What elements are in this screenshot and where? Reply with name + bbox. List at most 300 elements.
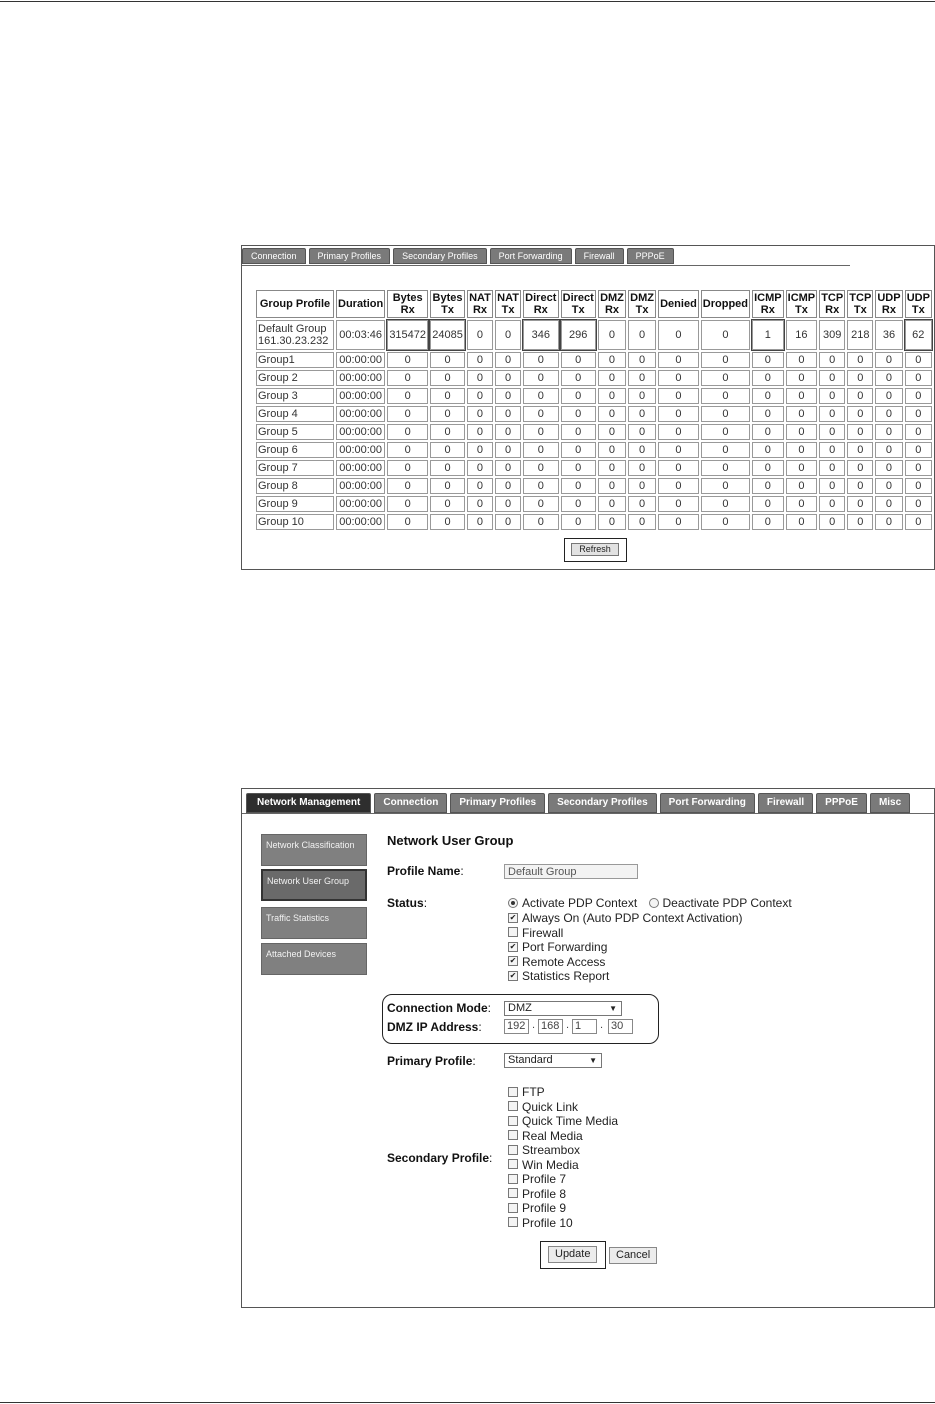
tab-pppoe[interactable]: PPPoE <box>816 793 867 813</box>
table-cell: 0 <box>598 424 626 440</box>
tab-port-forwarding[interactable]: Port Forwarding <box>660 793 755 813</box>
column-header: TCP Tx <box>847 290 873 318</box>
deactivate-pdp-label: Deactivate PDP Context <box>662 896 792 910</box>
table-cell: 0 <box>467 478 493 494</box>
table-cell: 0 <box>628 496 656 512</box>
table-cell: 0 <box>819 514 845 530</box>
table-cell: 0 <box>598 406 626 422</box>
table-cell: 0 <box>847 514 873 530</box>
secondary-profile-checkbox[interactable] <box>508 1130 518 1140</box>
column-header: TCP Rx <box>819 290 845 318</box>
table-cell: 0 <box>523 442 558 458</box>
column-header: Group Profile <box>256 290 334 318</box>
column-header: NAT Rx <box>467 290 493 318</box>
chevron-down-icon: ▼ <box>609 1004 617 1013</box>
table-cell: 0 <box>875 460 902 476</box>
table-cell: 0 <box>561 406 596 422</box>
connection-mode-label: Connection Mode: <box>387 1001 492 1015</box>
table-cell: 0 <box>905 352 932 368</box>
tab-underline <box>242 265 850 266</box>
table-cell: 0 <box>658 460 699 476</box>
profile-name-input[interactable]: Default Group <box>504 864 638 879</box>
table-cell: 0 <box>430 352 465 368</box>
deactivate-pdp-radio[interactable] <box>649 898 659 908</box>
table-cell: 0 <box>628 406 656 422</box>
table-cell: 0 <box>819 478 845 494</box>
page-top-rule <box>0 1 935 2</box>
table-cell: 309 <box>819 320 845 350</box>
column-header: Direct Tx <box>561 290 596 318</box>
table-cell: 0 <box>598 388 626 404</box>
tab-underline <box>242 813 934 814</box>
column-header: NAT Tx <box>495 290 521 318</box>
status-option-label: Firewall <box>522 925 564 940</box>
table-cell: 0 <box>701 320 750 350</box>
table-cell: 0 <box>701 478 750 494</box>
table-cell: 0 <box>752 496 784 512</box>
status-option-label: Remote Access <box>522 954 606 969</box>
table-cell: 0 <box>430 424 465 440</box>
table-cell: 0 <box>430 406 465 422</box>
secondary-profile-label: Real Media <box>522 1128 583 1143</box>
table-cell: 0 <box>905 388 932 404</box>
secondary-profile-option <box>508 1143 580 1157</box>
table-cell: 0 <box>819 352 845 368</box>
status-option-label: Always On (Auto PDP Context Activation) <box>522 911 743 925</box>
table-cell: 0 <box>752 514 784 530</box>
table-cell: 0 <box>658 478 699 494</box>
primary-profile-select[interactable] <box>504 1053 602 1068</box>
dmz-ip-octet-2[interactable]: 168 <box>538 1019 563 1034</box>
table-cell: 0 <box>786 406 818 422</box>
network-user-group-screenshot <box>241 788 935 1308</box>
table-cell: 0 <box>658 496 699 512</box>
secondary-profile-option <box>508 1158 579 1172</box>
table-cell: 00:00:00 <box>336 370 385 386</box>
table-cell: 00:00:00 <box>336 496 385 512</box>
table-cell: 0 <box>561 514 596 530</box>
table-cell: 0 <box>467 460 493 476</box>
chevron-down-icon: ▼ <box>589 1056 597 1065</box>
table-cell: 0 <box>387 352 428 368</box>
side-menu-traffic-statistics[interactable]: Traffic Statistics <box>261 907 367 939</box>
secondary-profile-checkbox[interactable] <box>508 1203 518 1213</box>
side-menu-network-classification[interactable]: Network Classification <box>261 834 367 866</box>
secondary-profile-label-text: Secondary Profile <box>387 1151 490 1165</box>
table-cell: 0 <box>628 352 656 368</box>
tab-bar <box>242 248 677 264</box>
tab-bar <box>246 793 913 813</box>
table-cell: 0 <box>847 388 873 404</box>
update-highlight-box <box>540 1241 606 1269</box>
table-cell: 0 <box>819 442 845 458</box>
secondary-profile-option <box>508 1100 578 1114</box>
table-cell: 0 <box>875 442 902 458</box>
profile-name-label-text: Profile Name <box>387 864 461 878</box>
table-cell: 0 <box>752 478 784 494</box>
table-cell: 0 <box>786 388 818 404</box>
table-cell: 0 <box>387 370 428 386</box>
table-cell: 0 <box>467 514 493 530</box>
table-cell: 0 <box>561 352 596 368</box>
status-option <box>508 926 563 940</box>
table-cell: 0 <box>598 496 626 512</box>
secondary-profile-label: Win Media <box>522 1157 579 1172</box>
table-cell: 0 <box>628 478 656 494</box>
table-cell: 0 <box>430 388 465 404</box>
table-cell: 0 <box>430 442 465 458</box>
status-checkbox[interactable]: ✔ <box>509 912 517 922</box>
table-cell: 0 <box>752 352 784 368</box>
table-cell: 0 <box>752 388 784 404</box>
table-row <box>256 442 932 458</box>
secondary-profile-checkbox[interactable] <box>508 1217 518 1227</box>
status-option <box>508 911 743 925</box>
table-cell: 0 <box>495 370 521 386</box>
table-cell: 0 <box>467 442 493 458</box>
table-cell: 0 <box>387 424 428 440</box>
table-cell: 0 <box>905 478 932 494</box>
secondary-profile-option <box>508 1114 618 1128</box>
table-cell: 0 <box>701 406 750 422</box>
table-cell: 0 <box>523 352 558 368</box>
table-cell: 00:00:00 <box>336 460 385 476</box>
column-header: Bytes Tx <box>430 290 465 318</box>
page-title: Network User Group <box>387 833 514 848</box>
group-name-cell: Group 8 <box>256 478 334 494</box>
table-cell: 0 <box>819 460 845 476</box>
table-cell: 00:00:00 <box>336 388 385 404</box>
table-cell: 0 <box>467 320 493 350</box>
table-cell: 0 <box>523 370 558 386</box>
tab-primary-profiles[interactable]: Primary Profiles <box>309 248 391 264</box>
secondary-profile-label: Streambox <box>522 1143 581 1157</box>
table-cell: 0 <box>819 496 845 512</box>
table-cell: 0 <box>786 442 818 458</box>
table-cell: 0 <box>387 514 428 530</box>
table-cell: 0 <box>786 514 818 530</box>
table-row <box>256 320 932 350</box>
table-cell: 0 <box>495 496 521 512</box>
dmz-ip-label-text: DMZ IP Address <box>387 1020 479 1034</box>
table-cell: 00:00:00 <box>336 442 385 458</box>
secondary-profile-option <box>508 1201 566 1215</box>
update-button[interactable]: Update <box>548 1246 597 1263</box>
table-cell: 0 <box>467 496 493 512</box>
profile-name-label: Profile Name: <box>387 864 464 878</box>
table-cell: 0 <box>598 478 626 494</box>
table-cell: 00:00:00 <box>336 478 385 494</box>
table-cell: 0 <box>847 442 873 458</box>
secondary-profile-label: FTP <box>522 1085 545 1099</box>
connection-mode-select[interactable] <box>504 1001 622 1016</box>
status-radio-group <box>508 896 792 910</box>
column-header: UDP Tx <box>905 290 932 318</box>
table-cell: 0 <box>905 370 932 386</box>
tab-port-forwarding[interactable]: Port Forwarding <box>490 248 572 264</box>
table-cell: 0 <box>658 442 699 458</box>
table-cell: 0 <box>658 370 699 386</box>
table-cell: 0 <box>523 496 558 512</box>
table-cell: 0 <box>752 370 784 386</box>
activate-pdp-radio[interactable] <box>508 898 518 908</box>
table-cell: 0 <box>561 370 596 386</box>
table-cell: 1 <box>752 320 784 350</box>
refresh-button[interactable]: Refresh <box>571 543 619 556</box>
table-cell: 0 <box>598 442 626 458</box>
table-cell: 0 <box>875 370 902 386</box>
table-cell: 16 <box>786 320 818 350</box>
status-label-text: Status <box>387 896 424 910</box>
secondary-profile-label: Profile 10 <box>522 1215 573 1230</box>
status-option <box>508 955 605 969</box>
table-cell: 0 <box>523 460 558 476</box>
tab-misc[interactable]: Misc <box>870 793 910 813</box>
table-cell: 0 <box>875 496 902 512</box>
table-cell: 00:03:46 <box>336 320 385 350</box>
secondary-profile-checkbox[interactable] <box>508 1116 518 1126</box>
table-cell: 0 <box>819 370 845 386</box>
traffic-statistics-table <box>254 288 934 532</box>
secondary-profile-option <box>508 1216 573 1230</box>
side-menu-network-user-group[interactable]: Network User Group <box>261 869 367 901</box>
table-cell: 0 <box>523 424 558 440</box>
secondary-profile-checkbox[interactable] <box>508 1101 518 1111</box>
table-cell: 0 <box>495 442 521 458</box>
table-row <box>256 460 932 476</box>
table-cell: 0 <box>847 460 873 476</box>
traffic-statistics-screenshot <box>241 245 935 570</box>
table-cell: 0 <box>467 352 493 368</box>
tab-pppoe[interactable]: PPPoE <box>627 248 674 264</box>
table-cell: 0 <box>430 460 465 476</box>
table-cell: 0 <box>495 406 521 422</box>
table-cell: 0 <box>561 496 596 512</box>
primary-profile-label-text: Primary Profile <box>387 1054 473 1068</box>
secondary-profile-option <box>508 1085 545 1099</box>
status-option-label: Statistics Report <box>522 969 610 983</box>
table-cell: 0 <box>658 424 699 440</box>
secondary-profile-option <box>508 1129 583 1143</box>
status-checkbox[interactable] <box>508 927 518 937</box>
column-header: Bytes Rx <box>387 290 428 318</box>
table-cell: 0 <box>495 320 521 350</box>
column-header: Direct Rx <box>523 290 558 318</box>
group-name-cell: Group 9 <box>256 496 334 512</box>
table-cell: 0 <box>523 478 558 494</box>
tab-firewall[interactable]: Firewall <box>758 793 813 813</box>
table-cell: 0 <box>387 478 428 494</box>
status-option <box>508 969 609 983</box>
secondary-profile-label: Quick Link <box>522 1099 579 1114</box>
table-cell: 0 <box>430 370 465 386</box>
connection-mode-value: DMZ <box>508 1002 532 1014</box>
group-name-cell: Group 4 <box>256 406 334 422</box>
table-cell: 0 <box>628 424 656 440</box>
table-cell: 0 <box>467 370 493 386</box>
tab-connection[interactable]: Connection <box>242 248 306 264</box>
table-cell: 0 <box>495 388 521 404</box>
table-cell: 0 <box>387 442 428 458</box>
table-cell: 0 <box>905 442 932 458</box>
page-bottom-rule <box>0 1402 935 1403</box>
table-cell: 0 <box>905 460 932 476</box>
table-cell: 0 <box>523 406 558 422</box>
table-cell: 0 <box>430 478 465 494</box>
table-cell: 0 <box>819 388 845 404</box>
table-cell: 0 <box>701 370 750 386</box>
table-row <box>256 514 932 530</box>
table-cell: 0 <box>905 496 932 512</box>
table-cell: 0 <box>819 424 845 440</box>
table-cell: 0 <box>495 478 521 494</box>
table-cell: 0 <box>598 320 626 350</box>
column-header: Denied <box>658 290 699 318</box>
table-cell: 24085 <box>430 320 465 350</box>
table-cell: 0 <box>752 406 784 422</box>
table-cell: 36 <box>875 320 902 350</box>
status-checkbox[interactable]: ✔ <box>509 956 517 966</box>
table-cell: 0 <box>701 496 750 512</box>
dmz-ip-octet-3[interactable]: 1 <box>572 1019 597 1034</box>
status-checkbox[interactable]: ✔ <box>509 970 517 980</box>
status-option-label: Port Forwarding <box>522 940 608 954</box>
table-cell: 0 <box>658 406 699 422</box>
dmz-ip-octet-4[interactable]: 30 <box>608 1019 633 1034</box>
column-header: DMZ Rx <box>598 290 626 318</box>
ip-separator: . <box>532 1019 536 1031</box>
tab-primary-profiles[interactable]: Primary Profiles <box>450 793 545 813</box>
table-cell: 0 <box>467 424 493 440</box>
group-name-cell: Group 5 <box>256 424 334 440</box>
table-cell: 0 <box>658 514 699 530</box>
table-cell: 0 <box>598 352 626 368</box>
primary-profile-value: Standard <box>508 1054 553 1066</box>
table-cell: 0 <box>628 442 656 458</box>
table-cell: 00:00:00 <box>336 424 385 440</box>
table-cell: 315472 <box>387 320 428 350</box>
column-header: Dropped <box>701 290 750 318</box>
table-cell: 346 <box>523 320 558 350</box>
table-cell: 0 <box>561 478 596 494</box>
column-header: DMZ Tx <box>628 290 656 318</box>
table-cell: 0 <box>658 352 699 368</box>
status-checkbox[interactable]: ✔ <box>509 941 517 951</box>
table-cell: 0 <box>658 320 699 350</box>
table-cell: 0 <box>701 514 750 530</box>
refresh-highlight-box <box>564 538 627 562</box>
status-option <box>508 940 607 954</box>
group-name-cell: Group 3 <box>256 388 334 404</box>
tab-connection[interactable]: Connection <box>374 793 447 813</box>
table-cell: 0 <box>387 496 428 512</box>
table-cell: 0 <box>847 406 873 422</box>
table-cell: 0 <box>387 388 428 404</box>
tab-network-management[interactable]: Network Management <box>246 793 371 813</box>
table-cell: 0 <box>628 514 656 530</box>
table-cell: 0 <box>701 442 750 458</box>
table-cell: 0 <box>523 514 558 530</box>
column-header: UDP Rx <box>875 290 902 318</box>
table-cell: 0 <box>561 424 596 440</box>
secondary-profile-label: Quick Time Media <box>522 1114 619 1128</box>
table-row <box>256 424 932 440</box>
table-cell: 0 <box>598 370 626 386</box>
table-cell: 0 <box>598 514 626 530</box>
dmz-ip-octet-1[interactable]: 192 <box>504 1019 529 1034</box>
table-cell: 0 <box>905 406 932 422</box>
table-cell: 0 <box>786 370 818 386</box>
tab-firewall[interactable]: Firewall <box>575 248 624 264</box>
table-cell: 218 <box>847 320 873 350</box>
table-cell: 0 <box>467 388 493 404</box>
secondary-profile-label: Profile 7 <box>522 1172 567 1186</box>
table-cell: 0 <box>628 460 656 476</box>
table-cell: 0 <box>752 442 784 458</box>
table-cell: 0 <box>701 352 750 368</box>
table-cell: 0 <box>701 388 750 404</box>
table-cell: 0 <box>847 478 873 494</box>
table-cell: 0 <box>467 406 493 422</box>
table-cell: 00:00:00 <box>336 352 385 368</box>
column-header: ICMP Rx <box>752 290 784 318</box>
table-cell: 0 <box>495 460 521 476</box>
group-name-cell: Group 2 <box>256 370 334 386</box>
group-name-cell: Default Group 161.30.23.232 <box>256 320 334 350</box>
table-cell: 0 <box>628 388 656 404</box>
side-menu-attached-devices[interactable]: Attached Devices <box>261 943 367 975</box>
secondary-profile-checkbox[interactable] <box>508 1174 518 1184</box>
secondary-profile-option <box>508 1187 566 1201</box>
table-cell: 0 <box>847 370 873 386</box>
table-cell: 0 <box>875 424 902 440</box>
table-cell: 0 <box>847 424 873 440</box>
cancel-button[interactable]: Cancel <box>609 1247 657 1264</box>
table-cell: 0 <box>905 424 932 440</box>
table-header-row <box>256 290 932 318</box>
table-row <box>256 352 932 368</box>
column-header: Duration <box>336 290 385 318</box>
table-cell: 0 <box>786 352 818 368</box>
table-cell: 0 <box>786 424 818 440</box>
table-cell: 0 <box>875 478 902 494</box>
secondary-profile-checkbox[interactable] <box>508 1159 518 1169</box>
column-header: ICMP Tx <box>786 290 818 318</box>
table-row <box>256 406 932 422</box>
table-cell: 0 <box>430 514 465 530</box>
table-cell: 0 <box>752 424 784 440</box>
table-cell: 0 <box>786 478 818 494</box>
table-cell: 00:00:00 <box>336 514 385 530</box>
table-cell: 0 <box>847 352 873 368</box>
tab-secondary-profiles[interactable]: Secondary Profiles <box>393 248 487 264</box>
primary-profile-label: Primary Profile: <box>387 1054 476 1068</box>
table-cell: 0 <box>819 406 845 422</box>
secondary-profile-checkbox[interactable] <box>508 1087 518 1097</box>
table-cell: 0 <box>875 406 902 422</box>
status-label: Status: <box>387 896 428 910</box>
tab-secondary-profiles[interactable]: Secondary Profiles <box>548 793 657 813</box>
table-cell: 0 <box>628 370 656 386</box>
secondary-profile-option <box>508 1172 566 1186</box>
table-cell: 0 <box>561 388 596 404</box>
secondary-profile-checkbox[interactable] <box>508 1145 518 1155</box>
ip-separator: . <box>600 1019 604 1031</box>
secondary-profile-checkbox[interactable] <box>508 1188 518 1198</box>
table-cell: 0 <box>495 514 521 530</box>
table-cell: 0 <box>561 442 596 458</box>
table-cell: 0 <box>495 352 521 368</box>
